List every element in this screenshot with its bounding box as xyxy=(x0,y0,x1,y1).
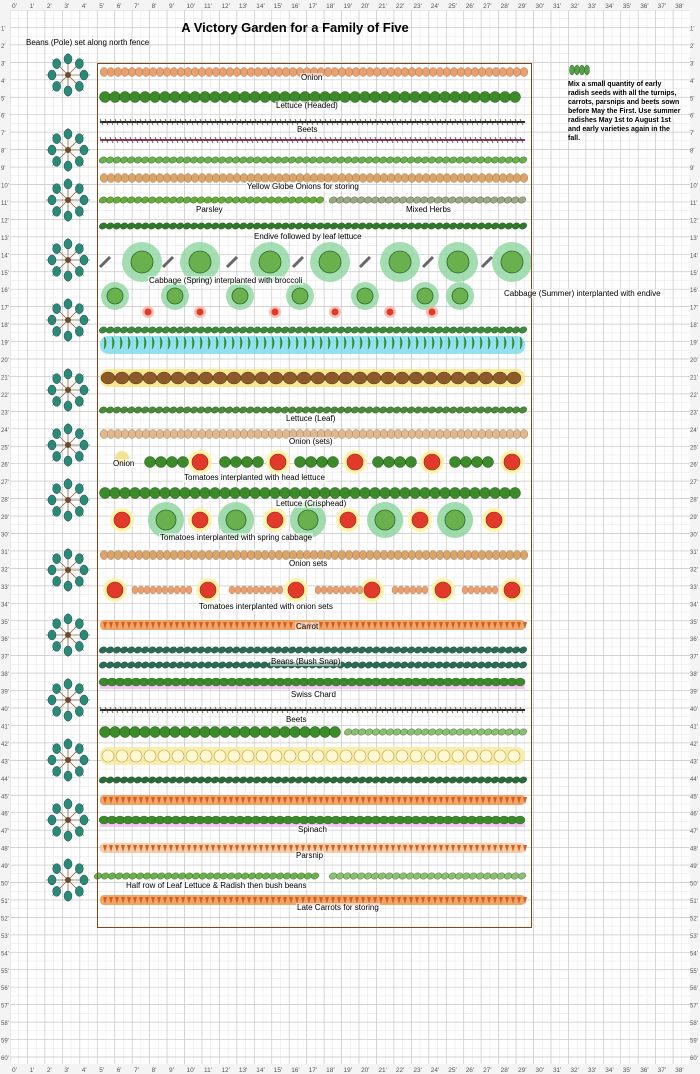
ruler-right-label: 28' xyxy=(690,497,698,504)
ruler-left-label: 10' xyxy=(1,183,9,190)
row-label: Endive followed by leaf lettuce xyxy=(254,232,362,241)
ruler-bottom-label: 9' xyxy=(169,1067,174,1074)
ruler-left-label: 14' xyxy=(1,253,9,260)
ruler-left-label: 28' xyxy=(1,497,9,504)
ruler-top-label: 19' xyxy=(343,3,353,10)
radish-icon xyxy=(570,65,590,75)
ruler-right-label: 53' xyxy=(690,933,698,940)
ruler-bottom-label: 11' xyxy=(203,1067,212,1074)
ruler-top-label: 37' xyxy=(657,3,667,10)
row-label: Parsley xyxy=(196,205,223,214)
radish-note: Mix a small quantity of early radish seeds with all the turnips, carrots, parsnips and beets sown before May the First. Use summer radishes May 1st to August 1st and early varieties again in the fall. xyxy=(568,81,681,142)
ruler-left-label: 13' xyxy=(1,235,9,242)
row-label: Yellow Globe Onions for storing xyxy=(247,182,359,191)
ruler-left-label: 24' xyxy=(1,427,9,434)
row-label: Cabbage (Summer) interplanted with endive xyxy=(504,289,661,298)
page-title: A Victory Garden for a Family of Five xyxy=(181,20,409,35)
ruler-right-label: 8' xyxy=(690,148,695,155)
ruler-bottom-label: 22' xyxy=(395,1067,405,1074)
ruler-bottom-label: 25' xyxy=(448,1067,457,1074)
ruler-right-label: 10' xyxy=(690,183,698,190)
ruler-right-label: 34' xyxy=(690,602,698,609)
ruler-left-label: 49' xyxy=(1,864,9,871)
ruler-right-label: 17' xyxy=(690,305,698,312)
ruler-right-label: 37' xyxy=(690,654,698,661)
ruler-left-label: 15' xyxy=(1,270,9,277)
pole-bean-plant xyxy=(46,798,90,842)
ruler-top-label: 0' xyxy=(12,3,17,10)
ruler-bottom-label: 0' xyxy=(12,1067,17,1074)
ruler-bottom-label: 5' xyxy=(99,1067,105,1074)
ruler-top-label: 16' xyxy=(291,3,300,10)
ruler-left-label: 22' xyxy=(1,392,9,399)
ruler-bottom-label: 35' xyxy=(622,1067,632,1074)
ruler-top-label: 3' xyxy=(64,3,70,10)
ruler-top-label: 33' xyxy=(587,3,597,10)
ruler-right-label: 31' xyxy=(690,549,698,556)
ruler-right-label: 9' xyxy=(690,166,695,173)
ruler-right-label: 20' xyxy=(690,358,698,364)
ruler-top-label: 2' xyxy=(46,3,52,10)
ruler-top-label: 15' xyxy=(273,3,283,10)
ruler-bottom-label: 1' xyxy=(29,1067,35,1074)
ruler-left-label: 25' xyxy=(1,445,9,452)
ruler-left-label: 45' xyxy=(1,794,9,801)
pole-bean-plant xyxy=(46,298,90,342)
row-label: Lettuce (Crisphead) xyxy=(276,499,347,508)
pole-bean-plant xyxy=(46,423,90,467)
ruler-left-label: 11' xyxy=(1,200,9,207)
ruler-left-label: 54' xyxy=(1,951,9,958)
row-label: Onion (sets) xyxy=(289,437,333,446)
ruler-right-label: 22' xyxy=(690,392,698,399)
ruler-left-label: 1' xyxy=(1,26,6,33)
ruler-bottom-label: 27' xyxy=(483,1067,492,1074)
ruler-right-label: 52' xyxy=(690,916,698,923)
ruler-top-label: 20' xyxy=(361,3,370,10)
ruler-bottom-label: 12' xyxy=(221,1067,230,1074)
row-label: Carrot xyxy=(296,622,319,631)
ruler-bottom-label: 17' xyxy=(308,1067,318,1074)
ruler-left-label: 59' xyxy=(1,1038,9,1045)
ruler-right-label: 26' xyxy=(690,462,698,469)
ruler-bottom-label: 3' xyxy=(64,1067,70,1074)
ruler-bottom-label: 2' xyxy=(46,1067,52,1074)
row-label: Mixed Herbs xyxy=(406,205,451,214)
row-label: Onion sets xyxy=(289,559,328,568)
ruler-bottom-label: 16' xyxy=(291,1067,300,1074)
ruler-top-label: 8' xyxy=(151,3,157,10)
pole-bean-plant xyxy=(46,128,90,172)
ruler-bottom-label: 19' xyxy=(343,1067,353,1074)
row-label: Beets xyxy=(286,715,307,724)
ruler-left-label: 51' xyxy=(1,898,9,905)
ruler-top-label: 14' xyxy=(256,3,265,10)
ruler-top-label: 12' xyxy=(221,3,230,10)
ruler-right-label: 38' xyxy=(690,672,698,679)
pole-bean-plant xyxy=(46,548,90,592)
ruler-top-label: 36' xyxy=(640,3,649,10)
ruler-left-label: 41' xyxy=(1,724,9,731)
row-label: Onion xyxy=(113,459,135,468)
ruler-bottom-label: 14' xyxy=(256,1067,265,1074)
ruler-bottom-label: 33' xyxy=(587,1067,597,1074)
ruler-top-label: 5' xyxy=(99,3,105,10)
row-label: Beans (Bush Snap) xyxy=(271,657,341,666)
ruler-left-label: 8' xyxy=(1,148,6,155)
ruler-top-label: 23' xyxy=(413,3,422,10)
ruler-top-label: 32' xyxy=(570,3,579,10)
ruler-left-label: 18' xyxy=(1,323,9,330)
ruler-right-label: 13' xyxy=(690,235,698,242)
ruler-right-label: 21' xyxy=(690,375,698,382)
ruler-left-label: 16' xyxy=(1,288,9,295)
ruler-right-label: 15' xyxy=(690,270,698,277)
ruler-right-label: 50' xyxy=(690,881,698,888)
ruler-bottom-label: 10' xyxy=(186,1067,195,1074)
ruler-right-label: 60' xyxy=(690,1056,698,1062)
ruler-top-label: 18' xyxy=(326,3,335,10)
ruler-top-label: 24' xyxy=(430,3,440,10)
ruler-right-label: 35' xyxy=(690,619,698,626)
ruler-left-label: 46' xyxy=(1,811,9,818)
ruler-right-label: 30' xyxy=(690,532,698,539)
ruler-left-label: 30' xyxy=(1,532,9,539)
ruler-bottom-label: 7' xyxy=(134,1067,140,1074)
ruler-right-label: 51' xyxy=(690,898,698,905)
ruler-right-label: 18' xyxy=(690,323,698,330)
ruler-bottom-label: 34' xyxy=(605,1067,614,1074)
pole-bean-plant xyxy=(46,678,90,722)
ruler-left-label: 7' xyxy=(1,131,6,138)
ruler-left-label: 32' xyxy=(1,567,9,574)
pole-beans-caption: Beans (Pole) set along north fence xyxy=(26,38,150,47)
ruler-top-label: 27' xyxy=(483,3,492,10)
ruler-left-label: 60' xyxy=(1,1056,9,1062)
ruler-left-label: 36' xyxy=(1,637,9,644)
ruler-bottom-label: 6' xyxy=(116,1067,122,1074)
ruler-bottom-label: 20' xyxy=(361,1067,370,1074)
ruler-bottom-label: 21' xyxy=(378,1067,387,1074)
ruler-left-label: 53' xyxy=(1,933,9,940)
row-label: Tomatoes interplanted with head lettuce xyxy=(184,473,325,482)
ruler-top-label: 1' xyxy=(29,3,35,10)
ruler-right-label: 47' xyxy=(690,829,698,836)
ruler-top-label: 4' xyxy=(81,3,87,10)
ruler-bottom-label: 8' xyxy=(151,1067,157,1074)
ruler-right-label: 29' xyxy=(690,515,698,522)
ruler-left-label: 48' xyxy=(1,846,9,853)
ruler-bottom-label: 26' xyxy=(465,1067,475,1074)
pole-bean-plant xyxy=(46,238,90,282)
ruler-bottom-label: 28' xyxy=(500,1067,510,1074)
pole-bean-plant xyxy=(46,858,90,902)
ruler-left-label: 43' xyxy=(1,759,9,766)
ruler-top-label: 11' xyxy=(203,3,212,10)
row-label: Onion xyxy=(301,73,323,82)
ruler-left-label: 34' xyxy=(1,602,9,609)
ruler-top-label: 34' xyxy=(605,3,614,10)
ruler-left-label: 33' xyxy=(1,584,9,591)
ruler-right-label: 43' xyxy=(690,759,698,766)
ruler-right-label: 49' xyxy=(690,864,698,871)
ruler-left-label: 47' xyxy=(1,829,9,836)
ruler-right-label: 27' xyxy=(690,480,698,487)
row-label: Half row of Leaf Lettuce & Radish then bush beans xyxy=(126,881,307,890)
ruler-left-label: 40' xyxy=(1,707,9,713)
row-label: Beets xyxy=(297,125,318,134)
ruler-bottom-label: 4' xyxy=(81,1067,87,1074)
ruler-right-label: 24' xyxy=(690,427,698,434)
ruler-left-label: 44' xyxy=(1,776,9,783)
ruler-top-label: 28' xyxy=(500,3,510,10)
ruler-left-label: 55' xyxy=(1,968,9,975)
ruler-left-label: 56' xyxy=(1,986,9,993)
ruler-left-label: 29' xyxy=(1,515,9,522)
ruler-top-label: 31' xyxy=(552,3,562,10)
ruler-left-label: 12' xyxy=(1,218,9,225)
row-label: Tomatoes interplanted with spring cabbage xyxy=(160,533,313,542)
ruler-top-label: 10' xyxy=(186,3,195,10)
ruler-right-label: 11' xyxy=(690,200,698,207)
row-label: Late Carrots for storing xyxy=(297,903,379,912)
ruler-right-label: 32' xyxy=(690,567,698,574)
ruler-right-label: 57' xyxy=(690,1003,698,1010)
ruler-left-label: 2' xyxy=(1,43,6,50)
ruler-left-label: 35' xyxy=(1,619,9,626)
ruler-top-label: 13' xyxy=(238,3,248,10)
ruler-right-label: 16' xyxy=(690,288,698,295)
ruler-bottom-label: 32' xyxy=(570,1067,579,1074)
ruler-top-label: 38' xyxy=(675,3,684,10)
ruler-top-label: 21' xyxy=(378,3,387,10)
ruler-right-label: 39' xyxy=(690,689,698,696)
row-label: Parsnip xyxy=(296,851,324,860)
pole-bean-plant xyxy=(46,613,90,657)
ruler-bottom-label: 15' xyxy=(273,1067,283,1074)
ruler-right-label: 19' xyxy=(690,340,698,347)
ruler-top-label: 17' xyxy=(308,3,318,10)
ruler-right-label: 7' xyxy=(690,131,695,138)
ruler-right-label: 14' xyxy=(690,253,698,260)
ruler-right-label: 12' xyxy=(690,218,698,225)
ruler-left-label: 50' xyxy=(1,881,9,888)
ruler-left-label: 27' xyxy=(1,480,9,487)
ruler-bottom-label: 37' xyxy=(657,1067,667,1074)
ruler-left-label: 9' xyxy=(1,166,6,173)
pole-bean-plant xyxy=(46,738,90,782)
ruler-top-label: 22' xyxy=(395,3,405,10)
ruler-right-label: 54' xyxy=(690,951,698,958)
ruler-right-label: 33' xyxy=(690,584,698,591)
ruler-left-label: 4' xyxy=(1,78,6,85)
ruler-right-label: 23' xyxy=(690,410,698,417)
ruler-bottom-label: 29' xyxy=(518,1067,527,1074)
ruler-right-label: 45' xyxy=(690,794,698,801)
ruler-bottom-label: 24' xyxy=(430,1067,440,1074)
ruler-left-label: 58' xyxy=(1,1021,9,1028)
ruler-left-label: 5' xyxy=(1,96,6,103)
ruler-right-label: 4' xyxy=(690,78,695,85)
ruler-right-label: 48' xyxy=(690,846,698,853)
ruler-top-label: 26' xyxy=(465,3,475,10)
ruler-bottom-label: 31' xyxy=(552,1067,562,1074)
ruler-right-label: 56' xyxy=(690,986,698,993)
row-label: Cabbage (Spring) interplanted with broccoli xyxy=(149,276,303,285)
ruler-bottom-label: 36' xyxy=(640,1067,649,1074)
ruler-right-label: 44' xyxy=(690,776,698,783)
ruler-left-label: 20' xyxy=(1,358,9,364)
ruler-right-label: 2' xyxy=(690,43,695,50)
pole-bean-plant xyxy=(46,368,90,412)
row-label: Spinach xyxy=(298,825,327,834)
ruler-left-label: 6' xyxy=(1,113,6,120)
ruler-right-label: 1' xyxy=(690,26,695,33)
row-label: Lettuce (Leaf) xyxy=(286,414,336,423)
ruler-left-label: 37' xyxy=(1,654,9,661)
ruler-right-label: 6' xyxy=(690,113,695,120)
ruler-left-label: 39' xyxy=(1,689,9,696)
row-label: Lettuce (Headed) xyxy=(276,101,338,110)
ruler-right-label: 46' xyxy=(690,811,698,818)
ruler-left-label: 57' xyxy=(1,1003,9,1010)
ruler-right-label: 59' xyxy=(690,1038,698,1045)
ruler-bottom-label: 30' xyxy=(535,1067,544,1074)
ruler-top-label: 35' xyxy=(622,3,632,10)
ruler-right-label: 55' xyxy=(690,968,698,975)
ruler-right-label: 36' xyxy=(690,637,698,644)
ruler-right-label: 58' xyxy=(690,1021,698,1028)
ruler-right-label: 40' xyxy=(690,707,698,713)
ruler-left-label: 21' xyxy=(1,375,9,382)
garden-bed-outline[interactable] xyxy=(97,63,532,928)
row-label: Tomatoes interplanted with onion sets xyxy=(199,602,333,611)
ruler-left-label: 38' xyxy=(1,672,9,679)
ruler-left-label: 17' xyxy=(1,305,9,312)
ruler-left-label: 23' xyxy=(1,410,9,417)
ruler-left-label: 42' xyxy=(1,741,9,748)
ruler-top-label: 6' xyxy=(116,3,122,10)
ruler-right-label: 3' xyxy=(690,61,695,68)
ruler-left-label: 26' xyxy=(1,462,9,469)
ruler-right-label: 5' xyxy=(690,96,695,103)
ruler-right-label: 42' xyxy=(690,741,698,748)
pole-bean-plant xyxy=(46,53,90,97)
ruler-top-label: 29' xyxy=(518,3,527,10)
row-label: Swiss Chard xyxy=(291,690,336,699)
ruler-bottom-label: 13' xyxy=(238,1067,248,1074)
ruler-top-label: 30' xyxy=(535,3,544,10)
ruler-top-label: 7' xyxy=(134,3,140,10)
ruler-top-label: 9' xyxy=(169,3,174,10)
ruler-right-label: 41' xyxy=(690,724,698,731)
ruler-bottom-label: 23' xyxy=(413,1067,422,1074)
ruler-left-label: 52' xyxy=(1,916,9,923)
pole-bean-plant xyxy=(46,178,90,222)
ruler-left-label: 19' xyxy=(1,340,9,347)
ruler-left-label: 31' xyxy=(1,549,9,556)
ruler-bottom-label: 18' xyxy=(326,1067,335,1074)
ruler-right-label: 25' xyxy=(690,445,698,452)
ruler-left-label: 3' xyxy=(1,61,6,68)
ruler-top-label: 25' xyxy=(448,3,457,10)
pole-bean-plant xyxy=(46,478,90,522)
ruler-bottom-label: 38' xyxy=(675,1067,684,1074)
